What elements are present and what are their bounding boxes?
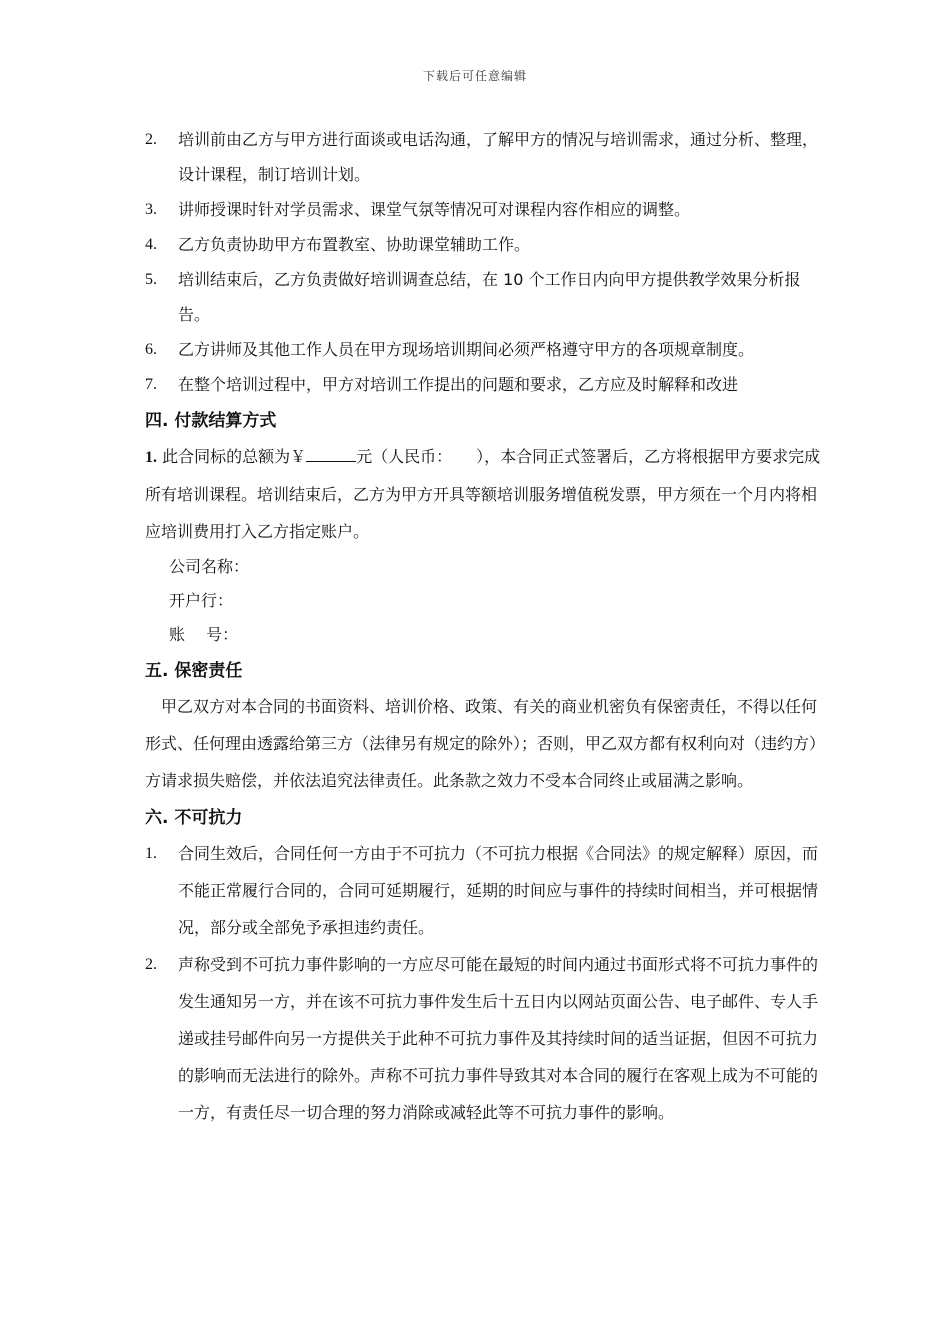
list-item xyxy=(145,122,825,192)
amount-blank xyxy=(306,447,356,462)
list-item xyxy=(145,946,825,1131)
list-item-text: 讲师授课时针对学员需求、课堂气氛等情况可对课程内容作相应的调整。 xyxy=(178,200,691,219)
payment-text-rest: 元（人民币： ），本合同正式签署后，乙方将根据甲方要求完成所有培训课程。培训结束后，乙方为甲方开具等额培训服务增值税发票，甲方须在一个月内将相应培训费用打入乙方指定账户。 xyxy=(145,447,821,541)
list-item-number: 4. xyxy=(145,236,157,253)
section6-list xyxy=(145,835,825,1131)
list-item xyxy=(145,262,825,332)
section5-heading: 五. 保密责任 xyxy=(145,661,243,681)
company-name-field: 公司名称： xyxy=(169,557,250,576)
confidentiality-paragraph: 甲乙双方对本合同的书面资料、培训价格、政策、有关的商业机密负有保密责任，不得以任何形式、任何理由透露给第三方（法律另有规定的除外）；否则，甲乙双方都有权利向对（违约方）方请求损失赔偿，并依法追究法律责任。此条款之效力不受本合同终止或届满之影响。 xyxy=(145,697,826,790)
list-item-number: 5. xyxy=(145,271,157,288)
list-item xyxy=(145,192,825,227)
list-item-text: 培训结束后，乙方负责做好培训调查总结，在 10 个工作日内向甲方提供教学效果分析报告。 xyxy=(178,270,801,324)
list-item-text: 培训前由乙方与甲方进行面谈或电话沟通，了解甲方的情况与培训需求，通过分析、整理，设计课程，制订培训计划。 xyxy=(178,130,819,184)
payment-paragraph xyxy=(145,438,825,550)
payment-text-start: 此合同标的总额为￥ xyxy=(157,447,307,466)
list-item-text: 声称受到不可抗力事件影响的一方应尽可能在最短的时间内通过书面形式将不可抗力事件的发生通知另一方，并在该不可抗力事件发生后十五日内以网站页面公告、电子邮件、专人手递或挂号邮件向另一方提供关于此种不可抗力事件及其持续时间的适当证据，但因不可抗力的影响而无法进行的除外。声称不可抗力事件导致其对本合同的履行在客观上成为不可能的一方，有责任尽一切合理的努力消除或减轻此等不可抗力事件的影响。 xyxy=(178,955,819,1122)
list-item-number: 3. xyxy=(145,201,157,218)
list-item-text: 合同生效后，合同任何一方由于不可抗力（不可抗力根据《合同法》的规定解释）原因，而不能正常履行合同的，合同可延期履行，延期的时间应与事件的持续时间相当，并可根据情况，部分或全部免予承担违约责任。 xyxy=(178,844,819,937)
list-item xyxy=(145,835,825,946)
list-item xyxy=(145,367,825,402)
list-item-number: 1. xyxy=(145,845,157,862)
section6-heading: 六. 不可抗力 xyxy=(145,808,243,828)
document-body xyxy=(145,122,825,1131)
account-field: 账 号： xyxy=(169,625,239,644)
list-item-text: 在整个培训过程中，甲方对培训工作提出的问题和要求，乙方应及时解释和改进 xyxy=(178,375,739,394)
list-item-number: 2. xyxy=(145,131,157,148)
header-note: 下载后可任意编辑 xyxy=(422,69,527,83)
list-item xyxy=(145,227,825,262)
section4-heading: 四. 付款结算方式 xyxy=(145,411,277,431)
payment-paragraph-number: 1. xyxy=(145,449,157,466)
bank-field: 开户行： xyxy=(169,591,234,610)
list-item-number: 7. xyxy=(145,376,157,393)
section3-list xyxy=(145,122,825,402)
list-item-number: 6. xyxy=(145,341,157,358)
list-item-text: 乙方讲师及其他工作人员在甲方现场培训期间必须严格遵守甲方的各项规章制度。 xyxy=(178,340,755,359)
list-item-number: 2. xyxy=(145,956,157,973)
list-item-text: 乙方负责协助甲方布置教室、协助课堂辅助工作。 xyxy=(178,235,531,254)
list-item xyxy=(145,332,825,367)
